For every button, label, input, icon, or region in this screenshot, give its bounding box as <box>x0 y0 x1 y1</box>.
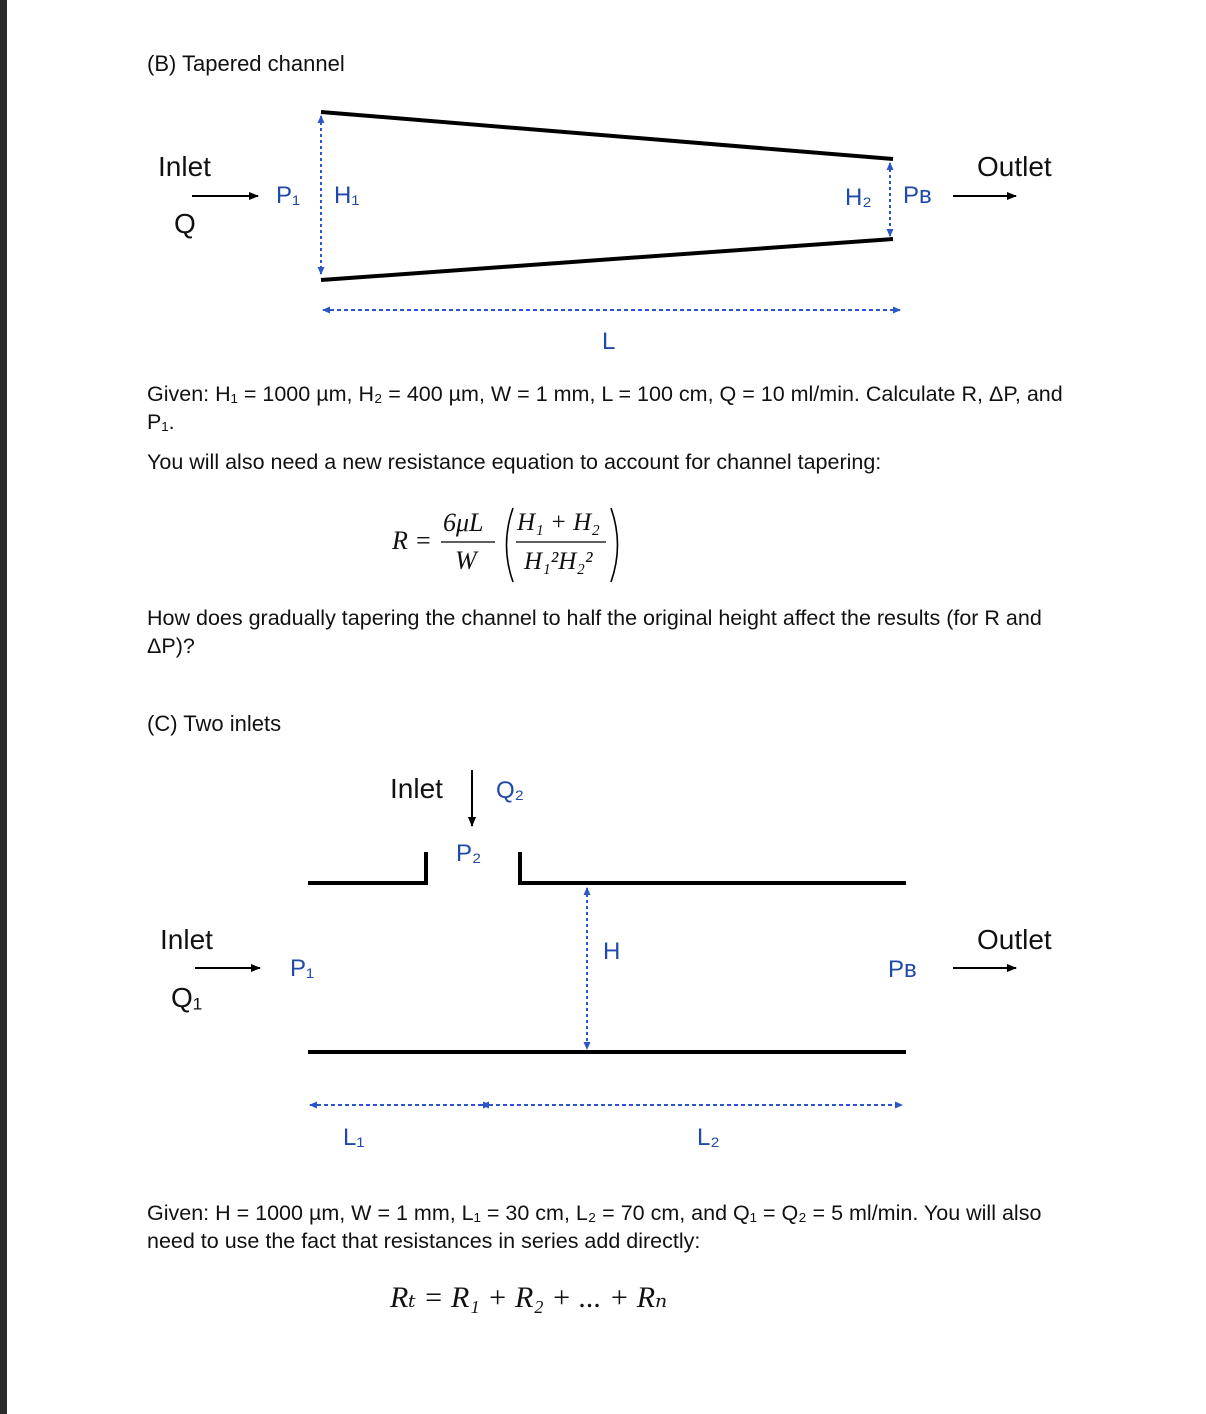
channel-top-wall-right <box>520 852 906 883</box>
eq-numerator: 6μL <box>443 508 484 537</box>
question-text-b: How does gradually tapering the channel to half the original height affect the results (for R and ΔP)? <box>147 606 1042 658</box>
q1-label: Q₁ <box>171 982 203 1013</box>
tapered-top-wall <box>321 112 893 159</box>
tapered-bottom-wall <box>321 239 893 280</box>
outlet-label-c: Outlet <box>977 924 1052 955</box>
outlet-label-b: Outlet <box>977 151 1052 182</box>
p1-label-b: P₁ <box>276 182 301 209</box>
pb-label-b: Pʙ <box>903 182 932 209</box>
section-b-title: (B) Tapered channel <box>147 51 345 76</box>
p2-label: P₂ <box>456 840 482 867</box>
l1-label: L₁ <box>343 1124 365 1151</box>
given-text-c: Given: H = 1000 µm, W = 1 mm, L₁ = 30 cm, L₂ = 70 cm, and Q₁ = Q₂ = 5 ml/min. You will also need to use the fact that resistances in series add directly: <box>147 1201 1042 1253</box>
l2-label: L₂ <box>697 1124 720 1151</box>
pb-label-c: Pʙ <box>888 956 917 983</box>
eq-denominator: W <box>455 546 477 575</box>
resistance-note: You will also need a new resistance equation to account for channel tapering: <box>147 450 882 474</box>
top-inlet-label: Inlet <box>390 773 443 804</box>
section-c-title: (C) Two inlets <box>147 711 282 736</box>
h1-label: H₁ <box>334 182 360 209</box>
given-text-b: Given: H₁ = 1000 µm, H₂ = 400 µm, W = 1 mm, L = 100 cm, Q = 10 ml/min. Calculate R, ΔP, and P₁. <box>147 382 1063 434</box>
eq-inner-numerator: H₁ + H₂ <box>517 509 600 536</box>
eq-lhs: R = <box>392 526 432 555</box>
length-label: L <box>602 328 616 355</box>
h-label: H <box>603 938 621 965</box>
series-equation: Rₜ = R₁ + R₂ + ... + Rₙ <box>390 1281 668 1314</box>
q2-label: Q₂ <box>496 777 524 804</box>
p1-label-c: P₁ <box>290 955 315 982</box>
h2-label: H₂ <box>845 184 872 211</box>
inlet-label-b: Inlet <box>158 151 211 182</box>
inlet-label-c: Inlet <box>160 924 213 955</box>
flow-q-label: Q <box>174 208 196 239</box>
eq-right-paren <box>611 508 618 582</box>
channel-top-wall-left <box>308 852 426 883</box>
eq-left-paren <box>507 508 514 582</box>
eq-inner-denominator: H₁²H₂² <box>524 548 593 575</box>
